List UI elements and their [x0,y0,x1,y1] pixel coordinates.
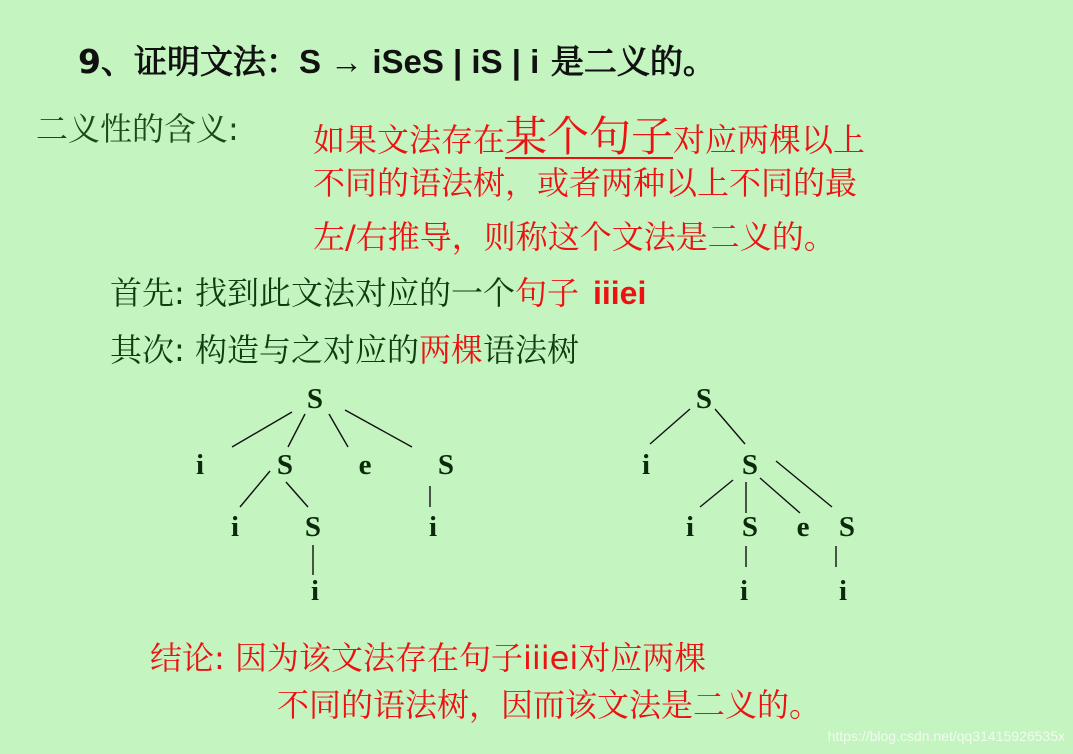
tree2-root: S [695,383,713,415]
tree1-edge [240,471,270,507]
tree1-nodes [196,383,454,607]
step-second-prefix: 其次: 构造与之对应的 [110,331,419,369]
step-first-sentence: iiiei [592,275,647,311]
tree1-edge [286,482,308,507]
tree2-node-S: S [741,511,759,543]
tree1-edges [232,410,430,575]
tree2-node-i: i [739,575,749,607]
tree2-node-S: S [741,449,759,481]
tree2-node-i: i [685,511,695,543]
conclusion-line-1: 结论: 因为该文法存在句子iiiei对应两棵 [150,639,707,677]
tree1-node-e: e [358,449,372,481]
tree1-edge [232,412,292,447]
tree1-node-S: S [437,449,455,481]
title-grammar: S → iSeS | iS | i [298,43,540,80]
tree1-node-i: i [428,511,438,543]
definition-emphasis: 某个句子 [505,112,674,161]
tree1-node-i: i [195,449,205,481]
tree1-node-S: S [304,511,322,543]
conclusion-line-2: 不同的语法树，因而该文法是二义的。 [277,686,822,724]
step-first-prefix: 首先: 找到此文法对应的一个 [110,274,515,312]
tree1-edge [329,414,348,447]
tree2-edges [650,409,836,567]
title-number: 9、证明文法： [78,42,299,81]
definition-line-2: 不同的语法树，或者两种以上不同的最 [313,164,858,202]
tree2-nodes [642,383,855,607]
tree2-edge [700,480,733,507]
definition-line1-post: 对应两棵以上 [673,121,866,159]
definition-line-3: 左/右推导，则称这个文法是二义的。 [313,218,836,256]
step-second-red: 两棵 [418,331,483,369]
definition-label: 二义性的含义: [36,110,239,148]
tree1-node-S: S [276,449,294,481]
tree1-node-i: i [310,575,320,607]
step-second-suffix: 语法树 [482,331,579,369]
watermark: https://blog.csdn.net/qq31415926535x [827,728,1065,744]
tree1-node-i: i [230,511,240,543]
step-first-red: 句子 [514,274,579,312]
tree1-edge [288,414,305,447]
tree1-root: S [306,383,324,415]
tree2-node-i: i [641,449,651,481]
tree2-edge [650,409,690,444]
tree2-edge [760,478,800,513]
tree2-node-e: e [796,511,810,543]
title-suffix: 是二义的。 [539,42,716,81]
definition-line1-pre: 如果文法存在 [313,121,506,159]
tree2-edge [715,409,745,444]
tree1-edge [345,410,412,447]
tree2-node-i: i [838,575,848,607]
tree2-node-S: S [838,511,856,543]
